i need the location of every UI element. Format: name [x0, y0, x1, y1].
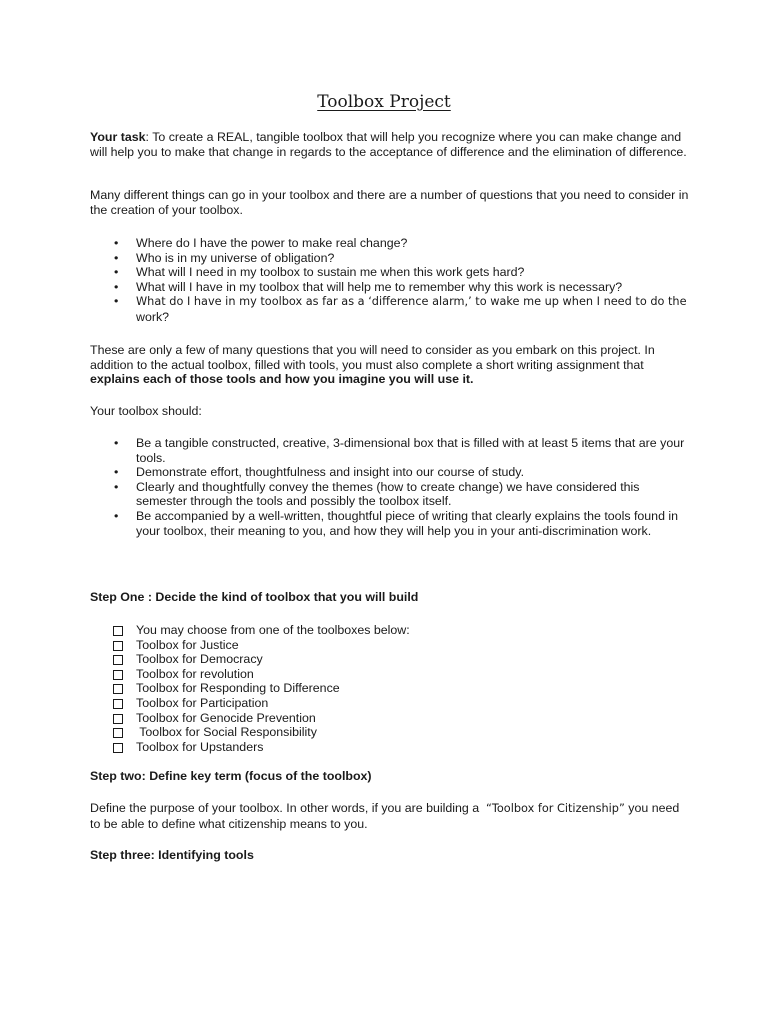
bullet-icon: • [114, 479, 119, 494]
list-item: • What do I have in my toolbox as far as a ‘difference alarm,’ to wake me up when I need to do the work? [114, 294, 687, 324]
list-item: • What will I have in my toolbox that will help me to remember why this work is necessary? [114, 279, 623, 294]
step-one-heading: Step One : Decide the kind of toolbox that you will build [90, 590, 419, 604]
bullet-icon: • [114, 250, 119, 265]
list-item: • Be accompanied by a well-written, thoughtful piece of writing that clearly explains the tools found in your toolbox, their meaning to you, and how they will help you in your anti-discrimination work. [114, 508, 679, 538]
toolbox-options [90, 623, 690, 754]
bullet-icon: • [114, 294, 119, 309]
checkbox-icon[interactable] [113, 684, 123, 694]
checkbox-item[interactable]: Toolbox for Upstanders [90, 740, 690, 755]
bullet-icon: • [114, 265, 119, 280]
should-list [90, 436, 690, 538]
checkbox-item[interactable]: Toolbox for Social Responsibility [90, 725, 690, 740]
questions-list [90, 236, 690, 325]
embark-paragraph [90, 343, 690, 387]
list-item: • Be a tangible constructed, creative, 3-dimensional box that is filled with at least 5 items that are your tools. [114, 436, 685, 465]
task-label: Your task [90, 130, 146, 144]
checkbox-icon[interactable] [113, 714, 123, 724]
intro-paragraph [90, 188, 690, 217]
checkbox-icon[interactable] [113, 626, 123, 636]
intro-text: Many different things can go in your toolbox and there are a number of questions that you need to consider in the creation of your toolbox. [90, 188, 689, 217]
page-title: Toolbox Project [317, 92, 451, 112]
bullet-icon: • [114, 279, 119, 294]
checkbox-icon[interactable] [113, 699, 123, 709]
checkbox-item[interactable]: Toolbox for Justice [90, 638, 690, 653]
checkbox-icon[interactable] [113, 655, 123, 665]
bullet-icon: • [114, 465, 119, 480]
checkbox-item[interactable]: Toolbox for revolution [90, 667, 690, 682]
bullet-icon: • [114, 508, 119, 523]
checkbox-item[interactable]: Toolbox for Responding to Difference [90, 681, 690, 696]
list-item: • Clearly and thoughtfully convey the themes (how to create change) we have considered this semester through the tools and possibly the toolbox itself. [114, 479, 640, 509]
checkbox-icon[interactable] [113, 728, 123, 738]
checkbox-item[interactable]: Toolbox for Genocide Prevention [90, 711, 690, 726]
step-two-heading: Step two: Define key term (focus of the toolbox) [90, 769, 372, 783]
task-text: : To create a REAL, tangible toolbox that will help you recognize where you can make change and will help you to make that change in regards to the acceptance of difference and the elimination of difference. [90, 130, 687, 159]
checkbox-item[interactable]: You may choose from one of the toolboxes below: [90, 623, 690, 638]
embark-bold: explains each of those tools and how you imagine you will use it. [90, 372, 474, 387]
embark-text: These are only a few of many questions that you will need to consider as you embark on this project. In addition to the actual toolbox, filled with tools, you must also complete a short writing assignment that [90, 343, 655, 372]
step-two-paragraph: Define the purpose of your toolbox. In other words, if you are building a “Toolbox for Citizenship” you need to be able to define what citizenship means to you. [90, 801, 680, 831]
bullet-icon: • [114, 236, 119, 250]
checkbox-icon[interactable] [113, 743, 123, 753]
list-item: • Demonstrate effort, thoughtfulness and insight into our course of study. [114, 465, 525, 480]
task-paragraph [90, 130, 690, 159]
checkbox-item[interactable]: Toolbox for Democracy [90, 652, 690, 667]
checkbox-icon[interactable] [113, 670, 123, 680]
should-label: Your toolbox should: [90, 404, 202, 418]
bullet-icon: • [114, 436, 119, 450]
step-three-heading: Step three: Identifying tools [90, 848, 254, 862]
list-item: • What will I need in my toolbox to sustain me when this work gets hard? [114, 265, 525, 280]
checkbox-item[interactable]: Toolbox for Participation [90, 696, 690, 711]
list-item: • Where do I have the power to make real change? [114, 236, 408, 250]
toolbox-example: “Toolbox for Citizenship” [486, 802, 625, 815]
list-item: • Who is in my universe of obligation? [114, 250, 335, 265]
checkbox-icon[interactable] [113, 641, 123, 651]
